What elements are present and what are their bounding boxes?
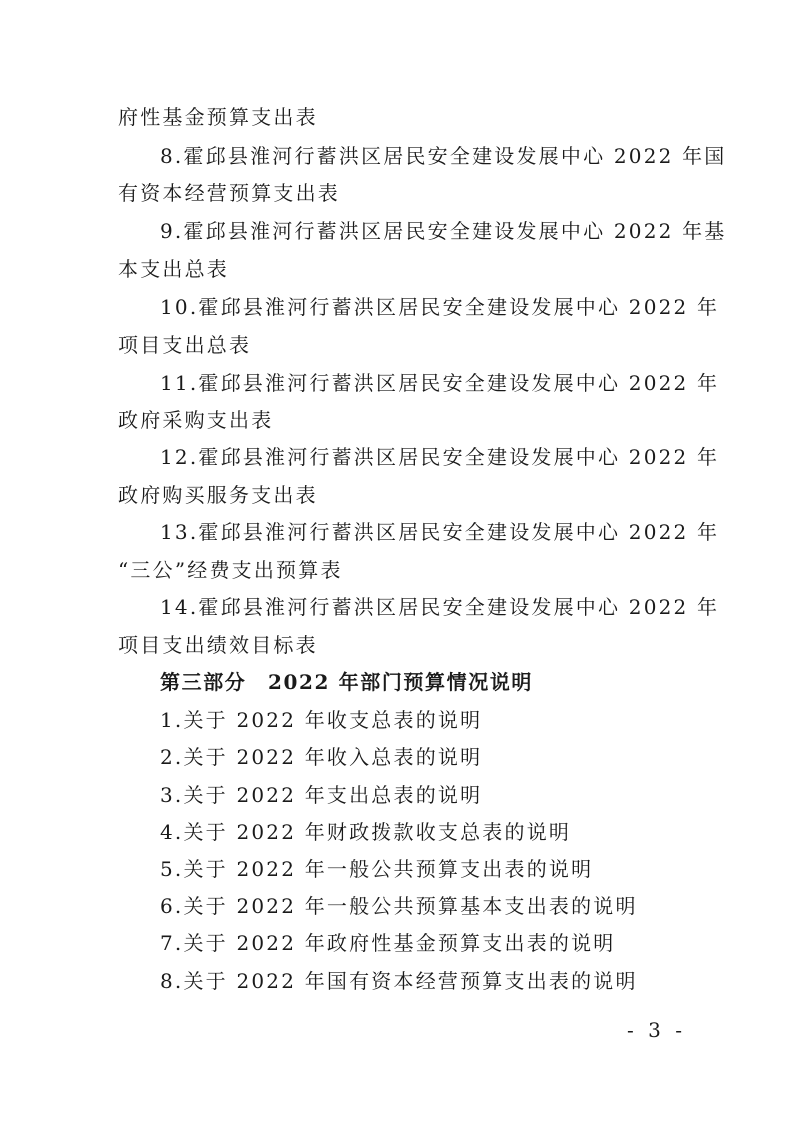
toc-item-8: 8.霍邱县淮河行蓄洪区居民安全建设发展中心 2022 年国 xyxy=(160,144,727,168)
toc-item-11: 11.霍邱县淮河行蓄洪区居民安全建设发展中心 2022 年 xyxy=(160,371,720,395)
toc-item-explanation-6: 6.关于 2022 年一般公共预算基本支出表的说明 xyxy=(160,894,638,918)
toc-item-explanation-8: 8.关于 2022 年国有资本经营预算支出表的说明 xyxy=(160,969,638,993)
toc-item-explanation-3: 3.关于 2022 年支出总表的说明 xyxy=(160,783,483,807)
toc-item-9: 9.霍邱县淮河行蓄洪区居民安全建设发展中心 2022 年基 xyxy=(160,219,727,243)
toc-line: 项目支出总表 xyxy=(118,333,252,357)
toc-item-explanation-7: 7.关于 2022 年政府性基金预算支出表的说明 xyxy=(160,931,616,955)
toc-item-13: 13.霍邱县淮河行蓄洪区居民安全建设发展中心 2022 年 xyxy=(160,520,720,544)
toc-item-explanation-1: 1.关于 2022 年收支总表的说明 xyxy=(160,708,483,732)
toc-line: 政府购买服务支出表 xyxy=(118,483,318,507)
toc-item-10: 10.霍邱县淮河行蓄洪区居民安全建设发展中心 2022 年 xyxy=(160,295,720,319)
page-number: - 3 - xyxy=(627,1018,686,1042)
toc-item-12: 12.霍邱县淮河行蓄洪区居民安全建设发展中心 2022 年 xyxy=(160,445,720,469)
toc-item-14: 14.霍邱县淮河行蓄洪区居民安全建设发展中心 2022 年 xyxy=(160,595,720,619)
toc-line: “三公”经费支出预算表 xyxy=(118,558,343,582)
toc-line: 政府采购支出表 xyxy=(118,408,274,432)
toc-line: 有资本经营预算支出表 xyxy=(118,181,340,205)
section-heading: 第三部分 2022 年部门预算情况说明 xyxy=(160,670,534,694)
toc-item-explanation-2: 2.关于 2022 年收入总表的说明 xyxy=(160,745,483,769)
toc-line: 府性基金预算支出表 xyxy=(118,105,318,129)
toc-line: 项目支出绩效目标表 xyxy=(118,633,318,657)
toc-line: 本支出总表 xyxy=(118,257,229,281)
toc-item-explanation-4: 4.关于 2022 年财政拨款收支总表的说明 xyxy=(160,820,572,844)
toc-item-explanation-5: 5.关于 2022 年一般公共预算支出表的说明 xyxy=(160,857,594,881)
